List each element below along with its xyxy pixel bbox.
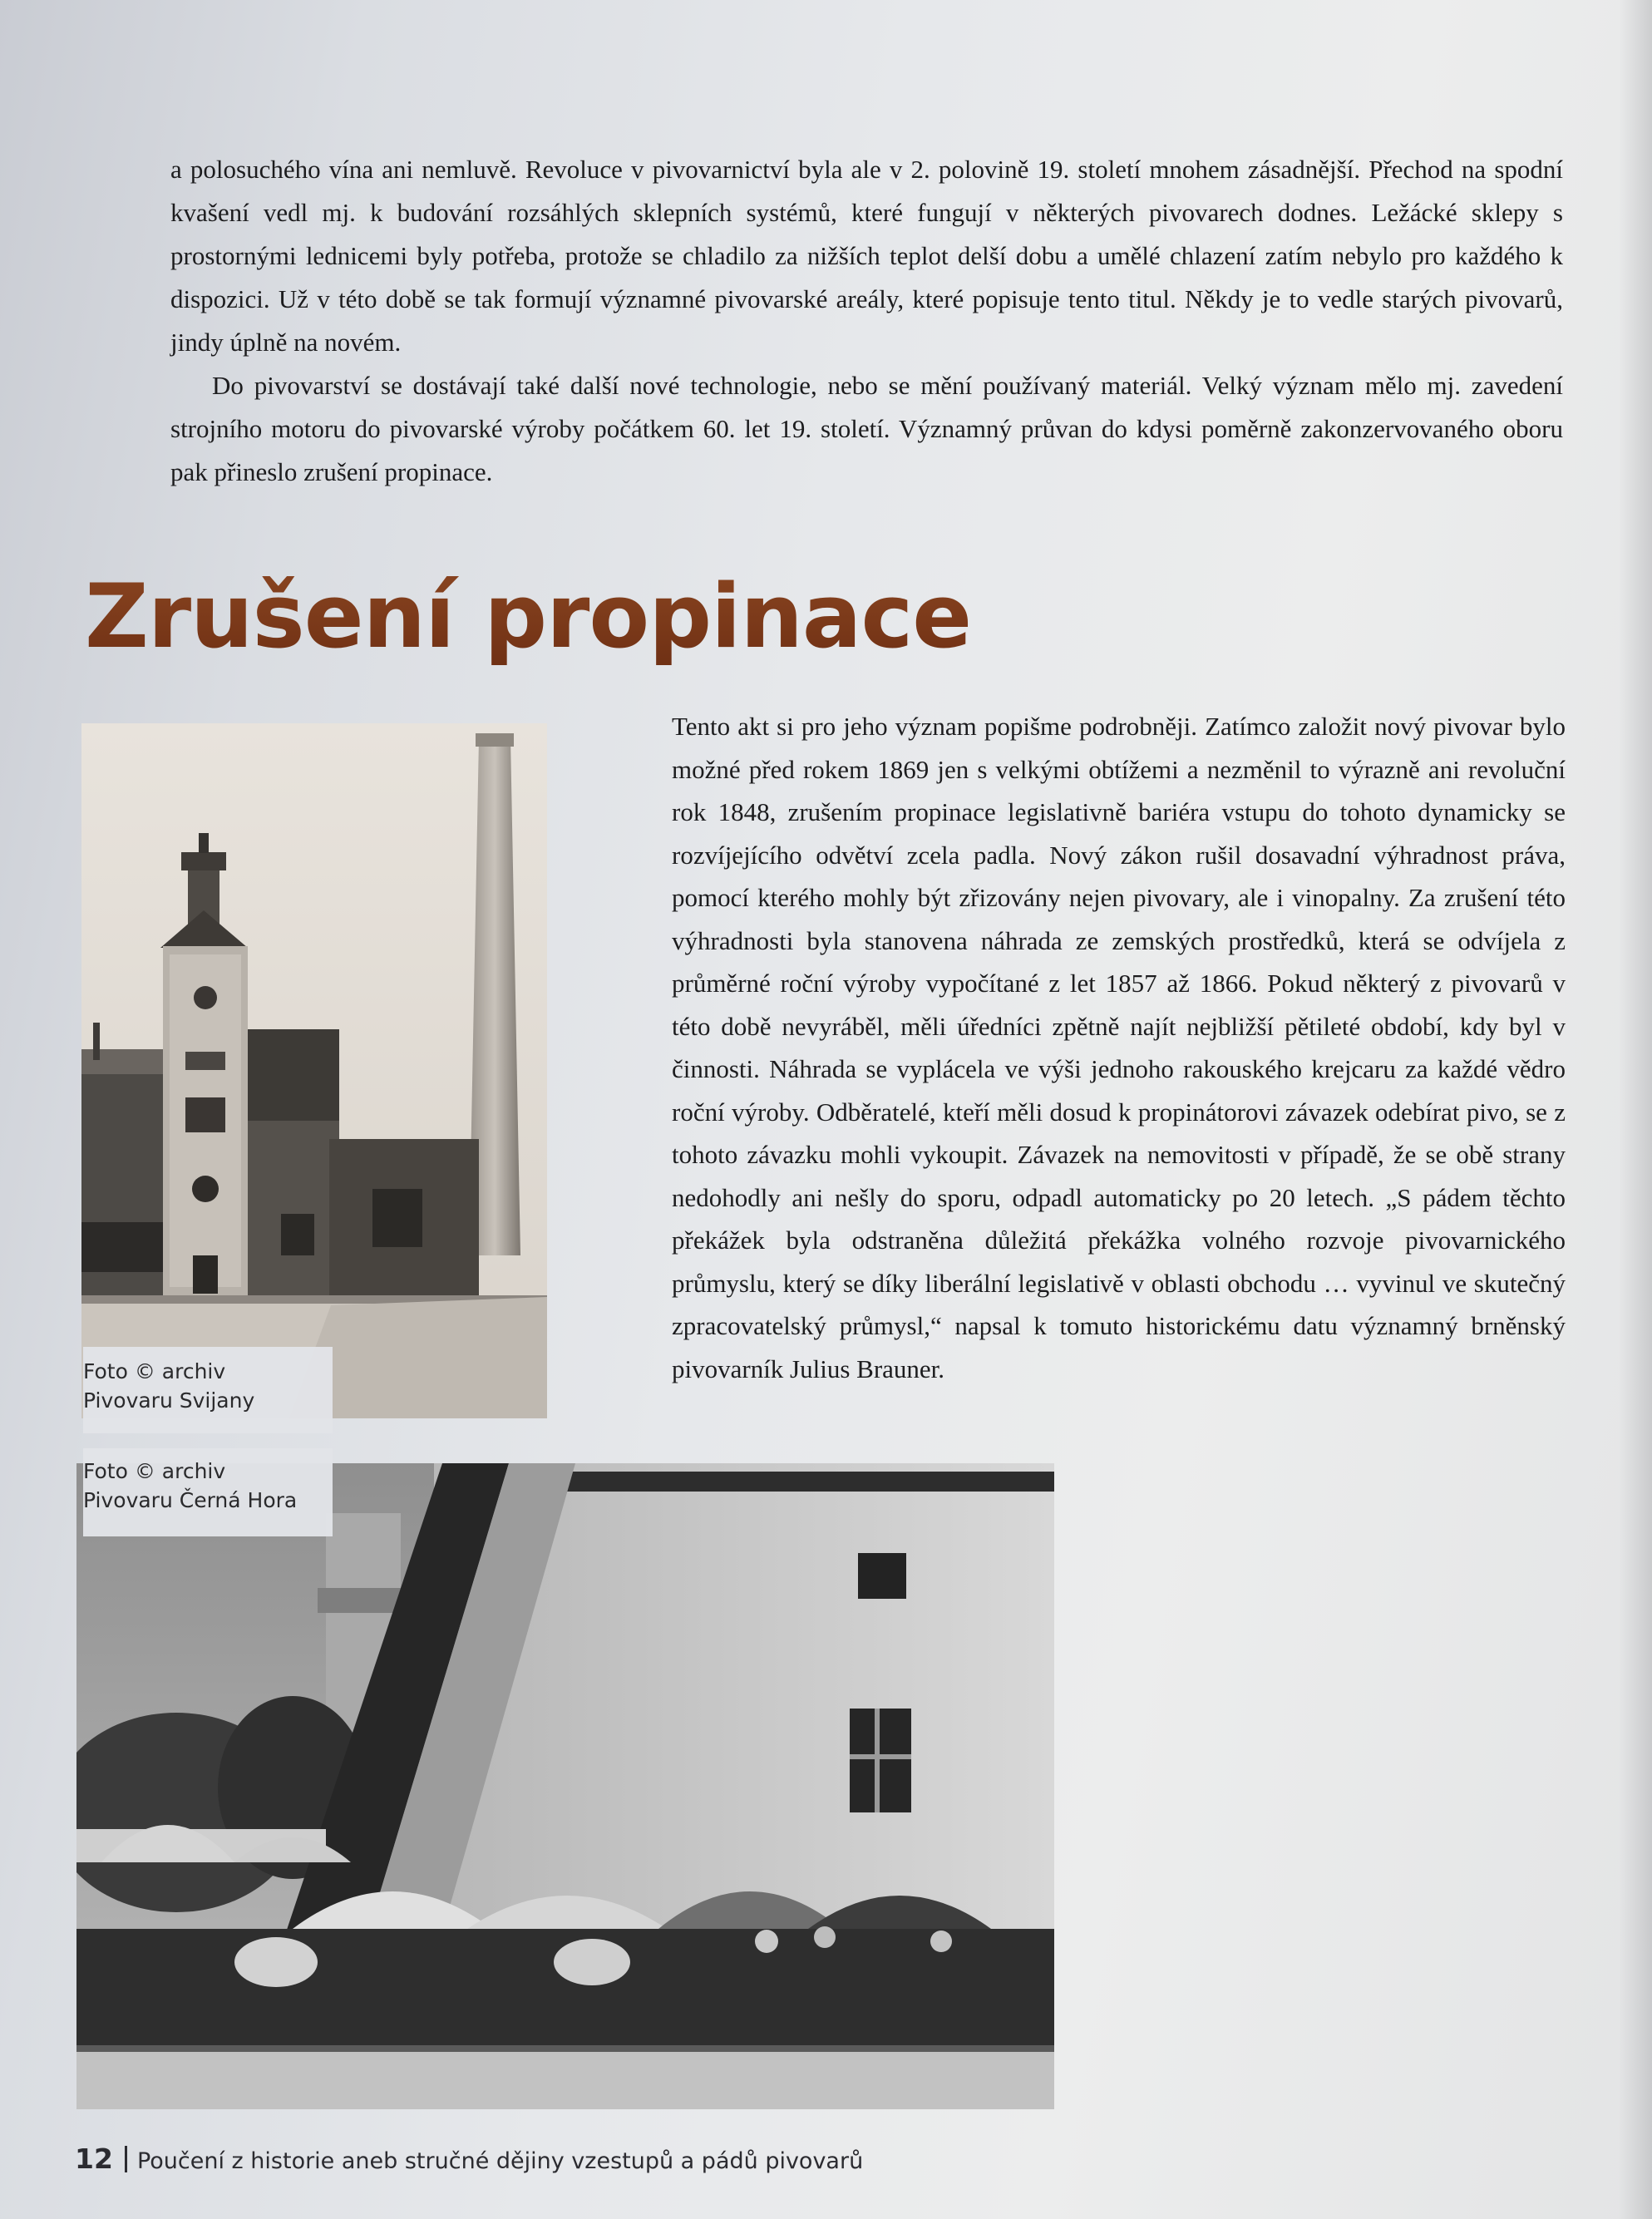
page-footer — [75, 2143, 863, 2175]
photo-caption — [83, 1448, 333, 1536]
brewery-photo-cerna-hora — [76, 1463, 1054, 2109]
photo-caption — [83, 1347, 333, 1433]
intro-text — [170, 148, 1563, 494]
section-body-text: Tento akt si pro jeho význam popišme podrobněji. Zatímco založit nový pivovar bylo možné před rokem 1869 jen s velkými obtížemi a nezměnil to výrazně ani revoluční rok 1848, zrušením propinace legislativně bariéra vstupu do tohoto dynamicky se rozvíjejícího odvětví zcela padla. Nový zákon rušil dosavadní výhradnost práva, pomocí kterého mohly být zřizovány nejen pivovary, ale i vinopalny. Za zrušení této výhradnosti byla stanovena náhrada ze zemských prostředků, která se odvíjela z průměrné roční výroby vypočítané z let 1857 až 1866. Pokud některý z pivovarů v této době nevyráběl, měli úředníci zpětně najít nejbližší pětileté období, kdy byl v činnosti. Náhrada se vyplácela ve výši jednoho rakouského krejcaru za každé vědro roční výroby. Odběratelé, kteří měli dosud k propinátorovi závazek odebírat pivo, se z tohoto závazku mohli vykoupit. Závazek na nemovitosti v případě, že se obě strany nedohodly ani nešly do sporu, odpadl automaticky po 20 letech. „S pádem těchto překážek byla odstraněna důležitá překážka volného rozvoje pivovarnického průmyslu, který se díky liberální legislativě v oblasti obchodu … vyvinul ve skutečný zpracovatelský průmysl,“ napsal k tomuto historickému datu významný brněnský pivovarník Julius Brauner. — [672, 712, 1566, 1383]
caption-line: Pivovaru Svijany — [83, 1388, 255, 1413]
intro-paragraph: Do pivovarství se dostávají také další nové technologie, nebo se mění používaný materiál. Velký význam mělo mj. zavedení strojního motoru do pivovarské výroby počátkem 60. let 19. století. Významný průvan do kdysi poměrně zakonzervovaného oboru pak přineslo zrušení propinace. — [170, 371, 1563, 486]
caption-line: Pivovaru Černá Hora — [83, 1488, 298, 1512]
caption-line: Foto © archiv — [83, 1459, 226, 1483]
section-heading: Zrušení propinace — [85, 565, 972, 668]
intro-paragraph: a polosuchého vína ani nemluvě. Revoluce v pivovarnictví byla ale v 2. polovině 19. století mnohem zásadnější. Přechod na spodní kvašení vedl mj. k budování rozsáhlých sklepních systémů, které fungují v některých pivovarech dodnes. Ležácké sklepy s prostornými lednicemi byly potřeba, protože se chladilo za nižších teplot delší dobu a umělé chlazení zatím nebylo pro každého k dispozici. Už v této době se tak formují významné pivovarské areály, které popisuje tento titul. Někdy je to vedle starých pivovarů, jindy úplně na novém. — [170, 155, 1563, 357]
page-number: 12 — [75, 2143, 113, 2175]
book-title: Poučení z historie aneb stručné dějiny vzestupů a pádů pivovarů — [136, 2148, 864, 2174]
caption-line: Foto © archiv — [83, 1359, 226, 1383]
footer-divider — [125, 2146, 127, 2172]
page-edge-shadow — [1619, 0, 1652, 2219]
brewery-photo-svijany — [81, 723, 547, 1418]
